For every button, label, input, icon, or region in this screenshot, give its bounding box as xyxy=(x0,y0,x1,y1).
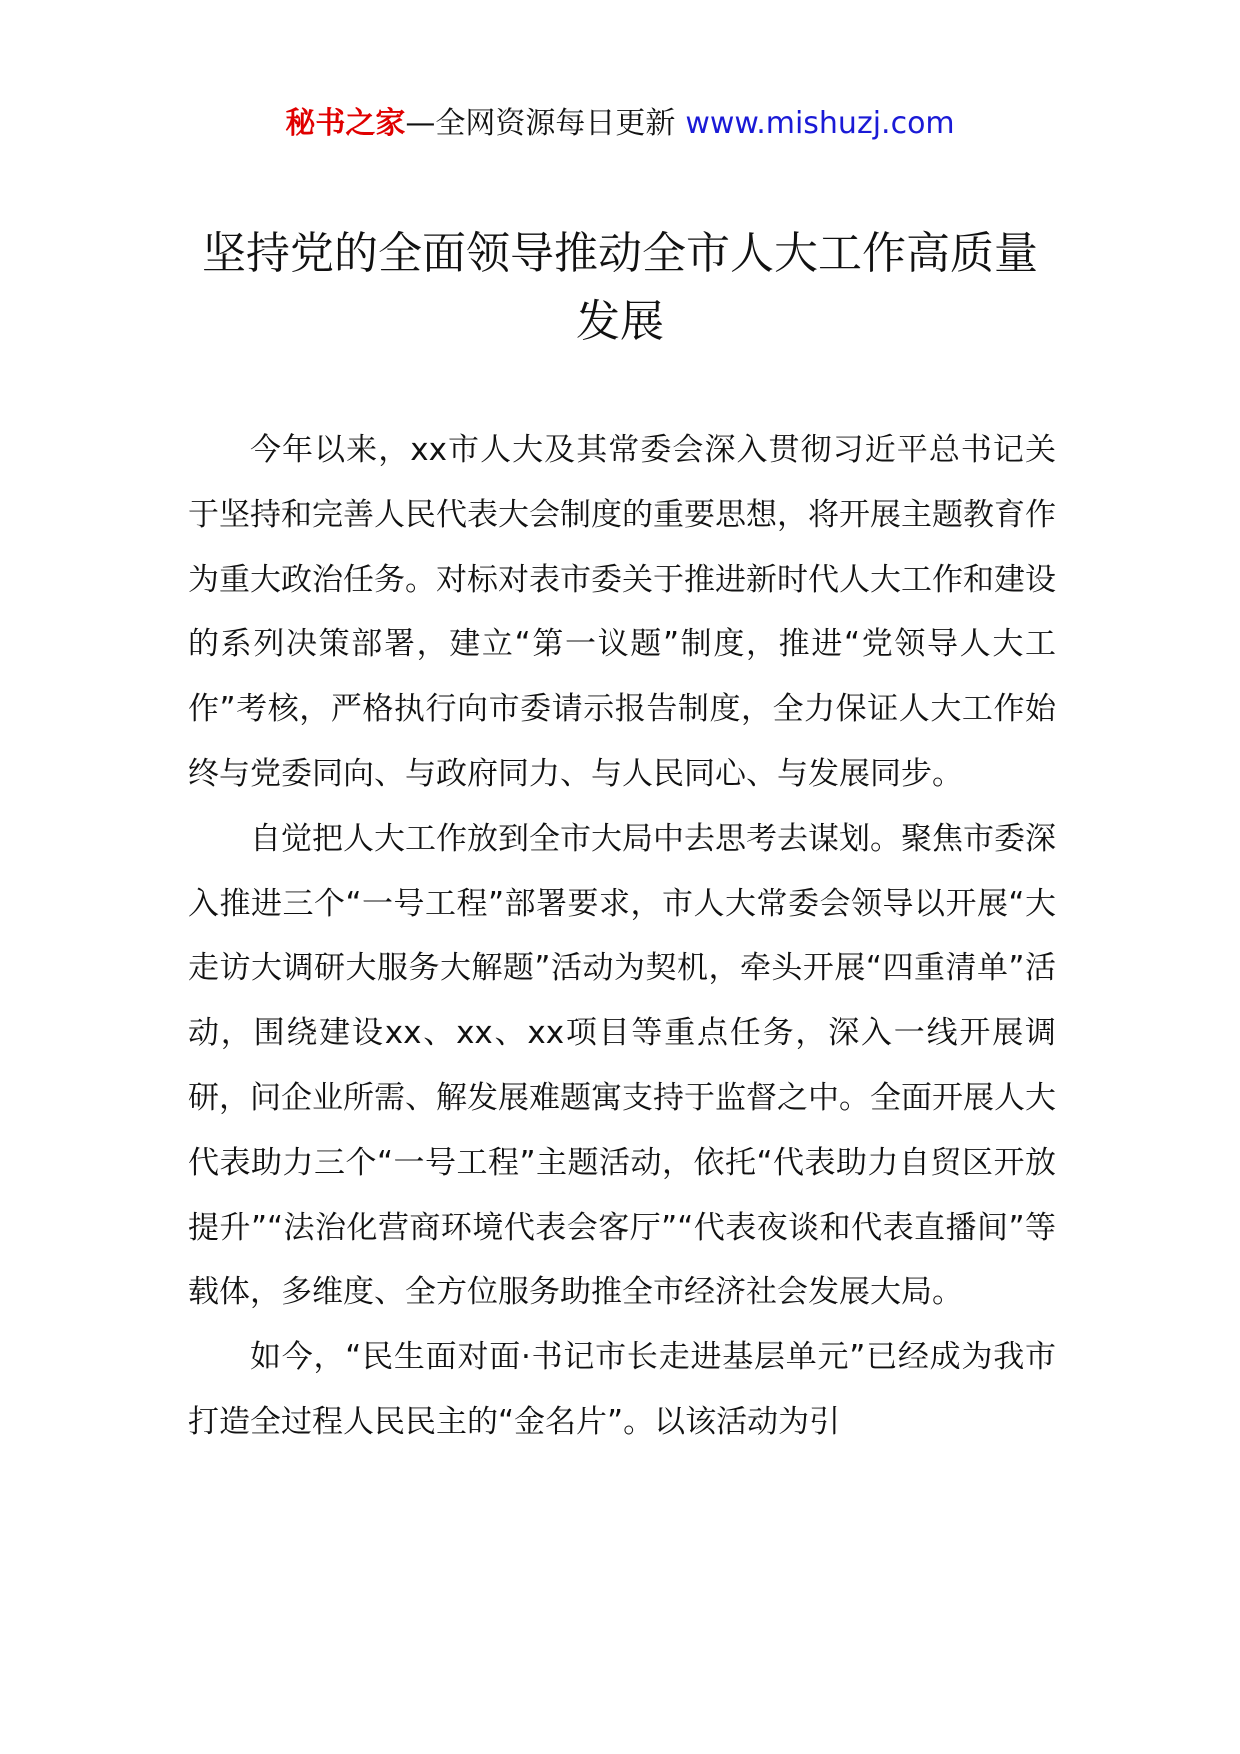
site-slogan: —全网资源每日更新 xyxy=(405,106,676,141)
site-url-link[interactable]: www.mishuzj.com xyxy=(685,106,955,141)
paragraph-2: 自觉把人大工作放到全市大局中去思考去谋划。聚焦市委深入推进三个“一号工程”部署要求，市人大常委会领导以开展“大走访大调研大服务大解题”活动为契机，牵头开展“四重清单”活动，围绕建设xx、xx、xx项目等重点任务，深入一线开展调研，问企业所需、解发展难题寓支持于监督之中。全面开展人大代表助力三个“一号工程”主题活动，依托“代表助力自贸区开放提升”“法治化营商环境代表会客厅”“代表夜谈和代表直播间”等载体，多维度、全方位服务助推全市经济社会发展大局。 xyxy=(188,820,1056,1311)
document-title: 坚持党的全面领导推动全市人大工作高质量发展 xyxy=(202,228,1038,347)
paragraph-1: 今年以来，xx市人大及其常委会深入贯彻习近平总书记关于坚持和完善人民代表大会制度的重要思想，将开展主题教育作为重大政治任务。对标对表市委关于推进新时代人大工作和建设的系列决策部署，建立“第一议题”制度，推进“党领导人大工作”考核，严格执行向市委请示报告制度，全力保证人大工作始终与党委同向、与政府同力、与人民同心、与发展同步。 xyxy=(188,432,1056,792)
document-body xyxy=(188,418,1056,1455)
site-brand: 秘书之家 xyxy=(285,106,406,141)
site-header xyxy=(0,104,1240,144)
paragraph-3: 如今，“民生面对面·书记市长走进基层单元”已经成为我市打造全过程人民民主的“金名片”。以该活动为引 xyxy=(188,1339,1056,1440)
